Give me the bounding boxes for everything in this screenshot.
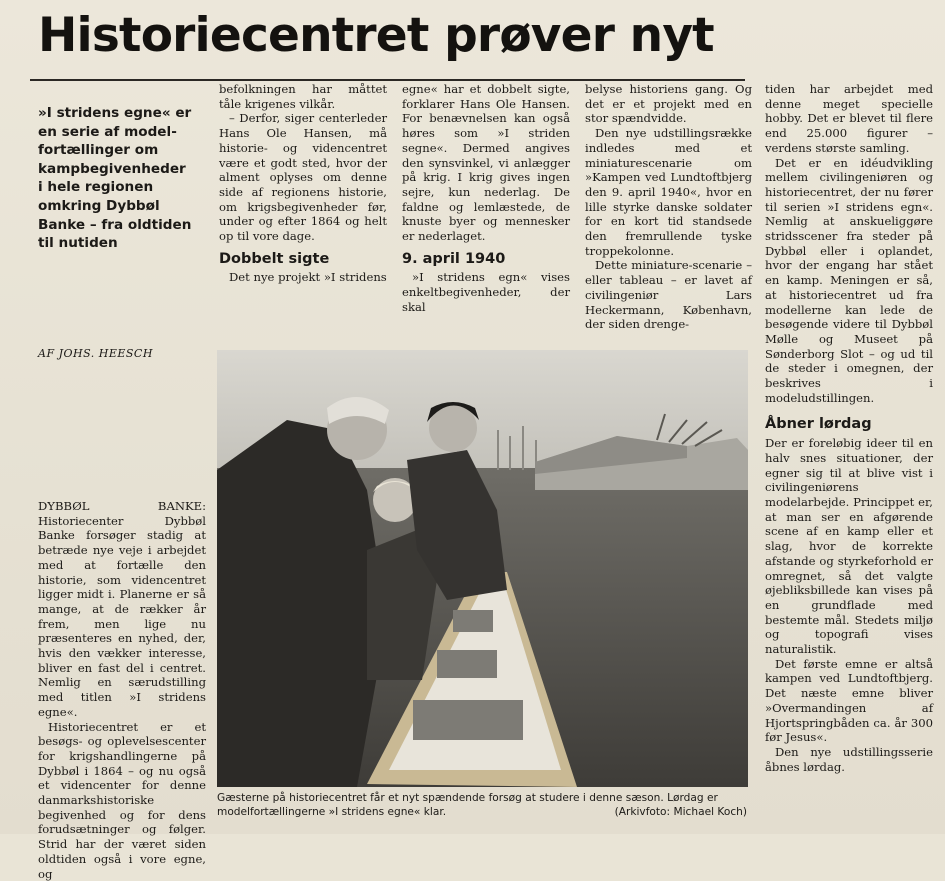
subhead-dobbelt-sigte: Dobbelt sigte — [219, 250, 330, 267]
headline-rule — [30, 79, 745, 81]
photo-caption — [217, 792, 747, 819]
photo-illustration — [217, 350, 748, 787]
column-2 — [219, 82, 387, 285]
col4-paragraph: belyse historiens gang. Og det er et projekt med en stor spændvidde. — [585, 82, 752, 126]
col5-paragraph: Det første emne er altså kampen ved Lundtoftbjerg. Det næste emne bliver »Overmandingen af Hjortspringbåden ca. år 300 før Jesus«. — [765, 656, 933, 745]
column-1 — [38, 499, 206, 881]
col4-paragraph: Den nye udstillingsrække indledes med et miniaturescenarie om »Kampen ved Lundtoftbjerg den 9. april 1940«, hvor en lille styrke danske soldater for en kort tid standsede den fremrullende tyske troppekolonne. — [585, 126, 752, 258]
col1-paragraph: Historiecentret er et besøgs- og oplevelsescenter for krigshandlingerne på Dybbøl i 1864 – og nu også et videncenter for denne danmarkshistoriske begivenhed og for dens forudsætninger og følger. Strid har der været siden oldtiden også i vore egne, og — [38, 719, 206, 881]
col1-paragraph: DYBBØL BANKE: Historiecenter Dybbøl Banke forsøger stadig at betræde nye veje i arbejdet med at fortælle den historie, som videncentret ligger midt i. Planerne er så mange, at de rækker år frem, men lige nu præsenteres en nyhed, der, hvis den vækker interesse, bliver en fast del i centret. Nemlig en særudstilling med titlen »I stridens egne«. — [38, 499, 206, 719]
col2-paragraph: Det nye projekt »I stridens — [229, 270, 387, 285]
column-3 — [402, 82, 570, 315]
col4-paragraph: Dette miniature-scenarie – eller tableau – er lavet af civilingeniør Lars Heckermann, København, der siden drenge- — [585, 258, 752, 332]
col5-paragraph: Den nye udstillingsserie åbnes lørdag. — [765, 744, 933, 774]
col5-paragraph: Der er foreløbig ideer til en halv snes situationer, der egner sig til at blive vist i civilingeniørens modelarbejde. Princippet er, at man ser en afgørende scene af en kamp eller et slag, hvor de korrekte afstande og styrkeforhold er omregnet, så det valgte øjebliksbillede kan vises på en grundflade med bestemte mål. Stedets miljø og topografi vises naturalistik. — [765, 436, 933, 657]
subhead-abner-lordag: Åbner lørdag — [765, 416, 872, 433]
subhead-9-april-1940: 9. april 1940 — [402, 250, 506, 267]
col5-paragraph: Det er en idéudvikling mellem civilingeniøren og historiecentret, der nu fører til serien »I stridens egn«. Nemlig at anskueliggøre stridsscener fra steder på Dybbøl eller i oplandet, hvor der engang har stået en kamp. Meningen er så, at historiecentret ud fra modellerne kan lede de besøgende videre til Dybbøl Mølle og Museet på Sønderborg Slot – og ud til de steder i omegnen, der beskrives i modeludstillingen. — [765, 155, 933, 405]
bleed-through-text — [770, 2, 940, 72]
news-photo — [217, 350, 748, 787]
col3-paragraph: egne« har et dobbelt sigte, forklarer Hans Ole Hansen. For benævnelsen kan også høres som »I striden segne«. Dermed angives den synsvinkel, vi anlægger på krig. I krig gives ingen sejre, kun nederlag. De faldne og lemlæstede, de knuste byer og mennesker er nederlaget. — [402, 82, 570, 244]
photo-credit: (Arkivfoto: Michael Koch) — [614, 805, 747, 818]
col2-paragraph: – Derfor, siger centerleder Hans Ole Hansen, må historie- og videncentret være et godt sted, hvor der alment oplyses om denne side af regionens historie, om krigsbegivenheder før, under og efter 1864 og helt op til vore dage. — [219, 111, 387, 244]
col3-paragraph: »I stridens egn« vises enkeltbegivenheder, der skal — [402, 270, 570, 314]
lead-paragraph: »I stridens egne« er en serie af model-fortællinger om kampbegivenheder i hele regionen omkring Dybbøl Banke – fra oldtiden til nutiden — [38, 105, 192, 252]
byline: AF JOHS. HEESCH — [38, 347, 153, 360]
caption-text: Gæsterne på historiecentret får et nyt spændende forsøg at studere i denne sæson. Lørdag er modelfortællingerne »I stridens egne« klar. — [217, 792, 718, 818]
column-5 — [765, 82, 933, 774]
headline: Historiecentret prøver nyt — [38, 8, 714, 63]
col5-paragraph: tiden har arbejdet med denne meget specielle hobby. Det er blevet til flere end 25.000 figurer – verdens største samling. — [765, 82, 933, 155]
column-4 — [585, 82, 752, 332]
col2-paragraph: befolkningen har måttet tåle krigenes vilkår. — [219, 82, 387, 111]
